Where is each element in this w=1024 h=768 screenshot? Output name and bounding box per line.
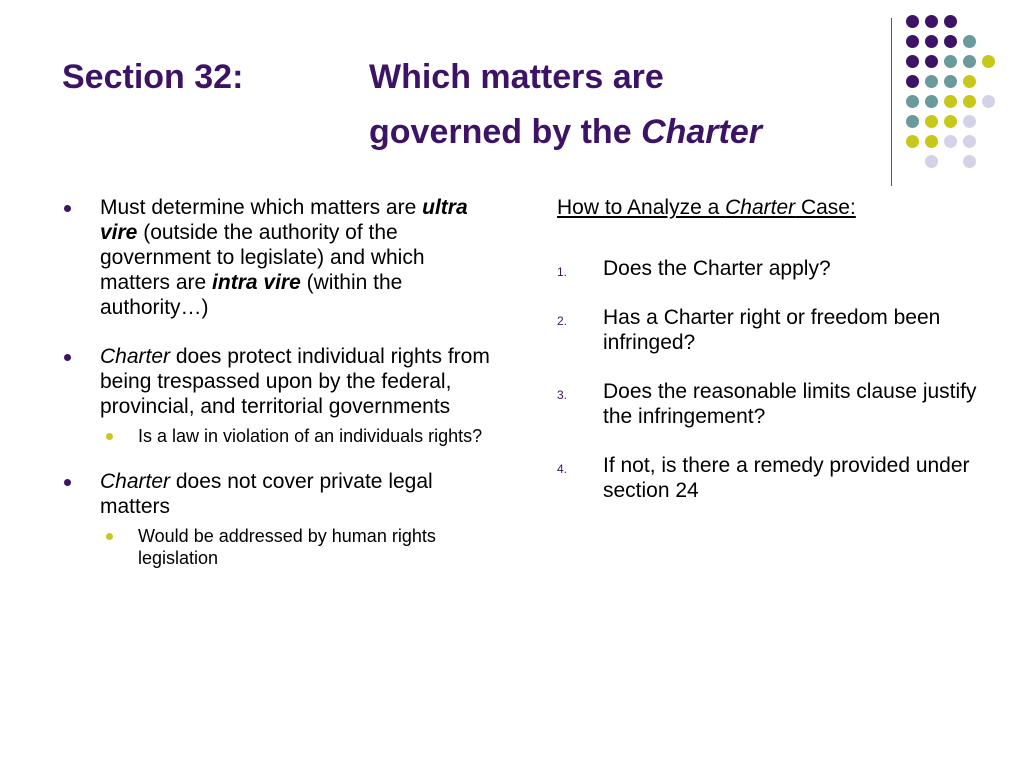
bullet-dot-icon	[64, 479, 71, 486]
decor-dot	[963, 35, 976, 48]
sub-bullet-item	[28, 525, 492, 569]
decor-dot	[906, 75, 919, 88]
decor-dot	[925, 135, 938, 148]
decor-dot	[963, 115, 976, 128]
bullet-dot-icon	[64, 354, 71, 361]
item-number: 3.	[557, 388, 568, 402]
heading-text: Case:	[795, 196, 856, 219]
decor-dot	[944, 35, 957, 48]
decor-dot	[982, 95, 995, 108]
decor-dot	[906, 135, 919, 148]
bullet-text: does protect individual rights from being trespassed upon by the federal, provincial, and territorial governments	[100, 345, 490, 418]
bullet-text: Must determine which matters are	[100, 196, 423, 219]
item-number: 1.	[557, 265, 568, 279]
decor-dot	[925, 55, 938, 68]
numbered-item	[557, 305, 977, 355]
decor-dot	[906, 95, 919, 108]
decor-dot	[944, 15, 957, 28]
numbered-item	[557, 379, 977, 429]
charter-italic: Charter	[100, 345, 171, 368]
title-main	[369, 50, 889, 160]
bullet-dot-icon	[64, 205, 71, 212]
decor-dot	[963, 55, 976, 68]
bullet-item	[62, 195, 492, 320]
item-text: Does the Charter apply?	[603, 257, 831, 280]
decor-dot	[906, 115, 919, 128]
decor-dot	[944, 115, 957, 128]
decor-dot	[944, 55, 957, 68]
decor-dot	[963, 75, 976, 88]
sub-bullet-dot-icon	[106, 433, 113, 440]
sub-bullet-text: Would be addressed by human rights legislation	[138, 526, 436, 568]
sub-bullet-dot-icon	[106, 533, 113, 540]
title-line-1: Which matters are	[369, 58, 664, 96]
item-text: If not, is there a remedy provided under section 24	[603, 454, 970, 502]
decor-dot	[925, 35, 938, 48]
heading-italic: Charter	[725, 196, 796, 219]
decor-dot	[906, 55, 919, 68]
numbered-item	[557, 256, 977, 281]
decor-dot	[963, 155, 976, 168]
sub-bullet-item	[28, 425, 492, 447]
decor-dot	[944, 135, 957, 148]
item-number: 4.	[557, 462, 568, 476]
title-line-2	[369, 105, 889, 160]
bullet-text: (outside the authority of the government to legislate) and which matters are	[100, 221, 425, 294]
right-column	[557, 195, 977, 527]
title-section: Section 32:	[62, 58, 244, 96]
decor-dot	[982, 55, 995, 68]
item-text: Does the reasonable limits clause justify the infringement?	[603, 380, 977, 428]
bullet-item	[62, 469, 492, 569]
decor-dot	[944, 95, 957, 108]
left-column	[62, 195, 492, 591]
heading-text: How to Analyze a	[557, 196, 726, 219]
item-number: 2.	[557, 314, 568, 328]
decor-dot	[906, 35, 919, 48]
term-intra-vire: intra vire	[212, 271, 301, 294]
decor-dot	[925, 155, 938, 168]
term-ultra-vire: ultra vire	[100, 196, 468, 244]
item-text: Has a Charter right or freedom been infringed?	[603, 306, 941, 354]
title-line-2-italic: Charter	[641, 113, 762, 151]
charter-italic: Charter	[100, 470, 171, 493]
decor-dot	[925, 95, 938, 108]
bullet-item	[62, 344, 492, 447]
decor-dot	[925, 15, 938, 28]
decor-dot	[906, 15, 919, 28]
analysis-heading	[557, 195, 977, 220]
decor-dot	[944, 75, 957, 88]
bullet-text: does not cover private legal matters	[100, 470, 433, 518]
title-divider	[891, 18, 892, 186]
decor-dot	[925, 115, 938, 128]
numbered-item	[557, 453, 977, 503]
sub-bullet-text: Is a law in violation of an individuals rights?	[138, 426, 483, 446]
title-line-2-text: governed by the	[369, 113, 642, 151]
decor-dot	[963, 95, 976, 108]
decor-dot	[925, 75, 938, 88]
decor-dot	[963, 135, 976, 148]
bullet-text: (within the authority…)	[100, 271, 403, 319]
